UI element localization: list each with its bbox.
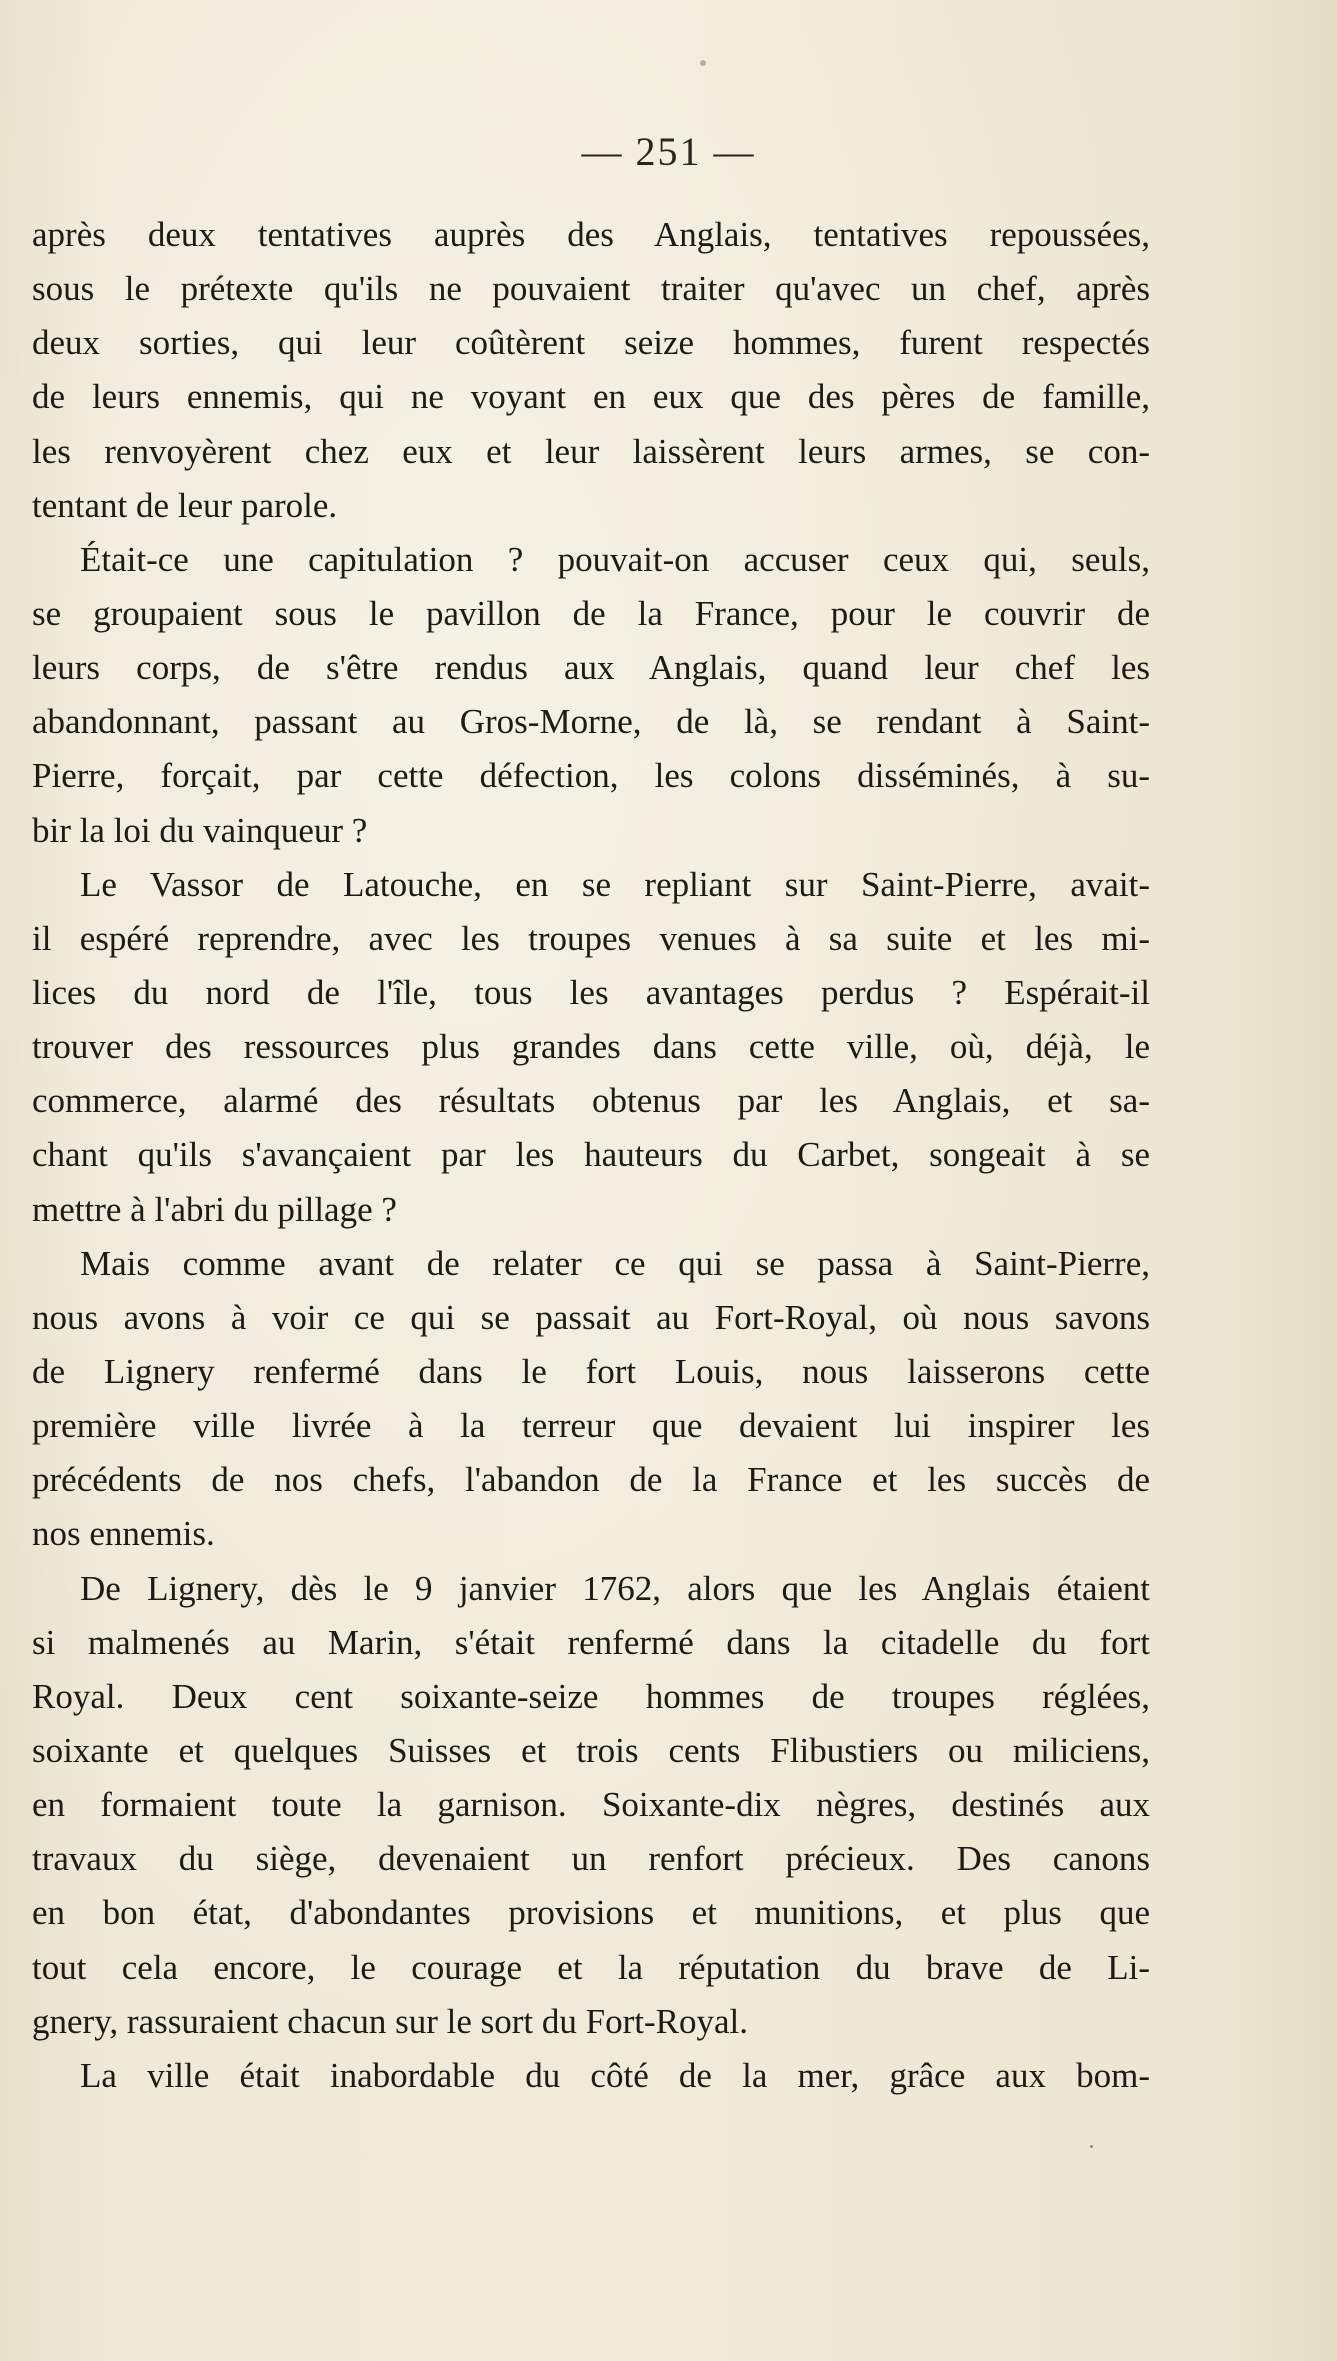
paragraph-start-line: De Lignery, dès le 9 janvier 1762, alors que les Anglais étaient [80, 1568, 1150, 1608]
paragraph-start-line: La ville était inabordable du côté de la mer, grâce aux bom- [80, 2055, 1150, 2095]
text-line: travaux du siège, devenaient un renfort précieux. Des canons [32, 1839, 1150, 1879]
text-line: nous avons à voir ce qui se passait au Fort-Royal, où nous savons [32, 1297, 1150, 1337]
text-line: en formaient toute la garnison. Soixante-dix nègres, destinés aux [32, 1785, 1150, 1825]
text-line: se groupaient sous le pavillon de la France, pour le couvrir de [32, 593, 1150, 633]
text-line: lices du nord de l'île, tous les avantages perdus ? Espérait-il [32, 972, 1150, 1012]
text-line: tentant de leur parole. [32, 485, 338, 525]
text-line: les renvoyèrent chez eux et leur laissèrent leurs armes, se con- [32, 431, 1150, 471]
text-line: trouver des ressources plus grandes dans cette ville, où, déjà, le [32, 1027, 1150, 1067]
paragraph-start-line: Le Vassor de Latouche, en se repliant sur Saint-Pierre, avait- [80, 864, 1150, 904]
text-line: deux sorties, qui leur coûtèrent seize hommes, furent respectés [32, 323, 1150, 363]
text-line: de Lignery renfermé dans le fort Louis, nous laisserons cette [32, 1351, 1150, 1391]
text-line: sous le prétexte qu'ils ne pouvaient traiter qu'avec un chef, après [32, 269, 1150, 309]
text-line: leurs corps, de s'être rendus aux Anglais, quand leur chef les [32, 648, 1150, 688]
text-line: gnery, rassuraient chacun sur le sort du Fort-Royal. [32, 2001, 749, 2041]
text-line: il espéré reprendre, avec les troupes venues à sa suite et les mi- [32, 918, 1150, 958]
text-line: commerce, alarmé des résultats obtenus par les Anglais, et sa- [32, 1081, 1150, 1121]
text-line: soixante et quelques Suisses et trois cents Flibustiers ou miliciens, [32, 1730, 1150, 1770]
ink-speck [1090, 2145, 1093, 2148]
text-line: Pierre, forçait, par cette défection, les colons disséminés, à su- [32, 756, 1150, 796]
text-line: si malmenés au Marin, s'était renfermé dans la citadelle du fort [32, 1622, 1150, 1662]
text-line: après deux tentatives auprès des Anglais, tentatives repoussées, [32, 215, 1150, 254]
text-line: en bon état, d'abondantes provisions et munitions, et plus que [32, 1893, 1150, 1933]
paragraph-start-line: Mais comme avant de relater ce qui se passa à Saint-Pierre, [80, 1243, 1150, 1283]
text-line: nos ennemis. [32, 1514, 215, 1554]
text-line: première ville livrée à la terreur que devaient lui inspirer les [32, 1406, 1150, 1446]
text-line: précédents de nos chefs, l'abandon de la France et les succès de [32, 1460, 1150, 1500]
page-number: — 251 — [581, 129, 756, 174]
body-text [32, 208, 1150, 2103]
text-line: bir la loi du vainqueur ? [32, 810, 368, 850]
text-line: chant qu'ils s'avançaient par les hauteurs du Carbet, songeait à se [32, 1135, 1150, 1175]
text-line: tout cela encore, le courage et la réputation du brave de Li- [32, 1947, 1150, 1987]
ink-spot [700, 60, 706, 66]
text-line: de leurs ennemis, qui ne voyant en eux que des pères de famille, [32, 377, 1150, 417]
text-line: Royal. Deux cent soixante-seize hommes de troupes réglées, [32, 1676, 1150, 1716]
text-line: abandonnant, passant au Gros-Morne, de là, se rendant à Saint- [32, 702, 1150, 742]
paragraph-start-line: Était-ce une capitulation ? pouvait-on accuser ceux qui, seuls, [80, 539, 1150, 579]
text-line: mettre à l'abri du pillage ? [32, 1189, 397, 1229]
